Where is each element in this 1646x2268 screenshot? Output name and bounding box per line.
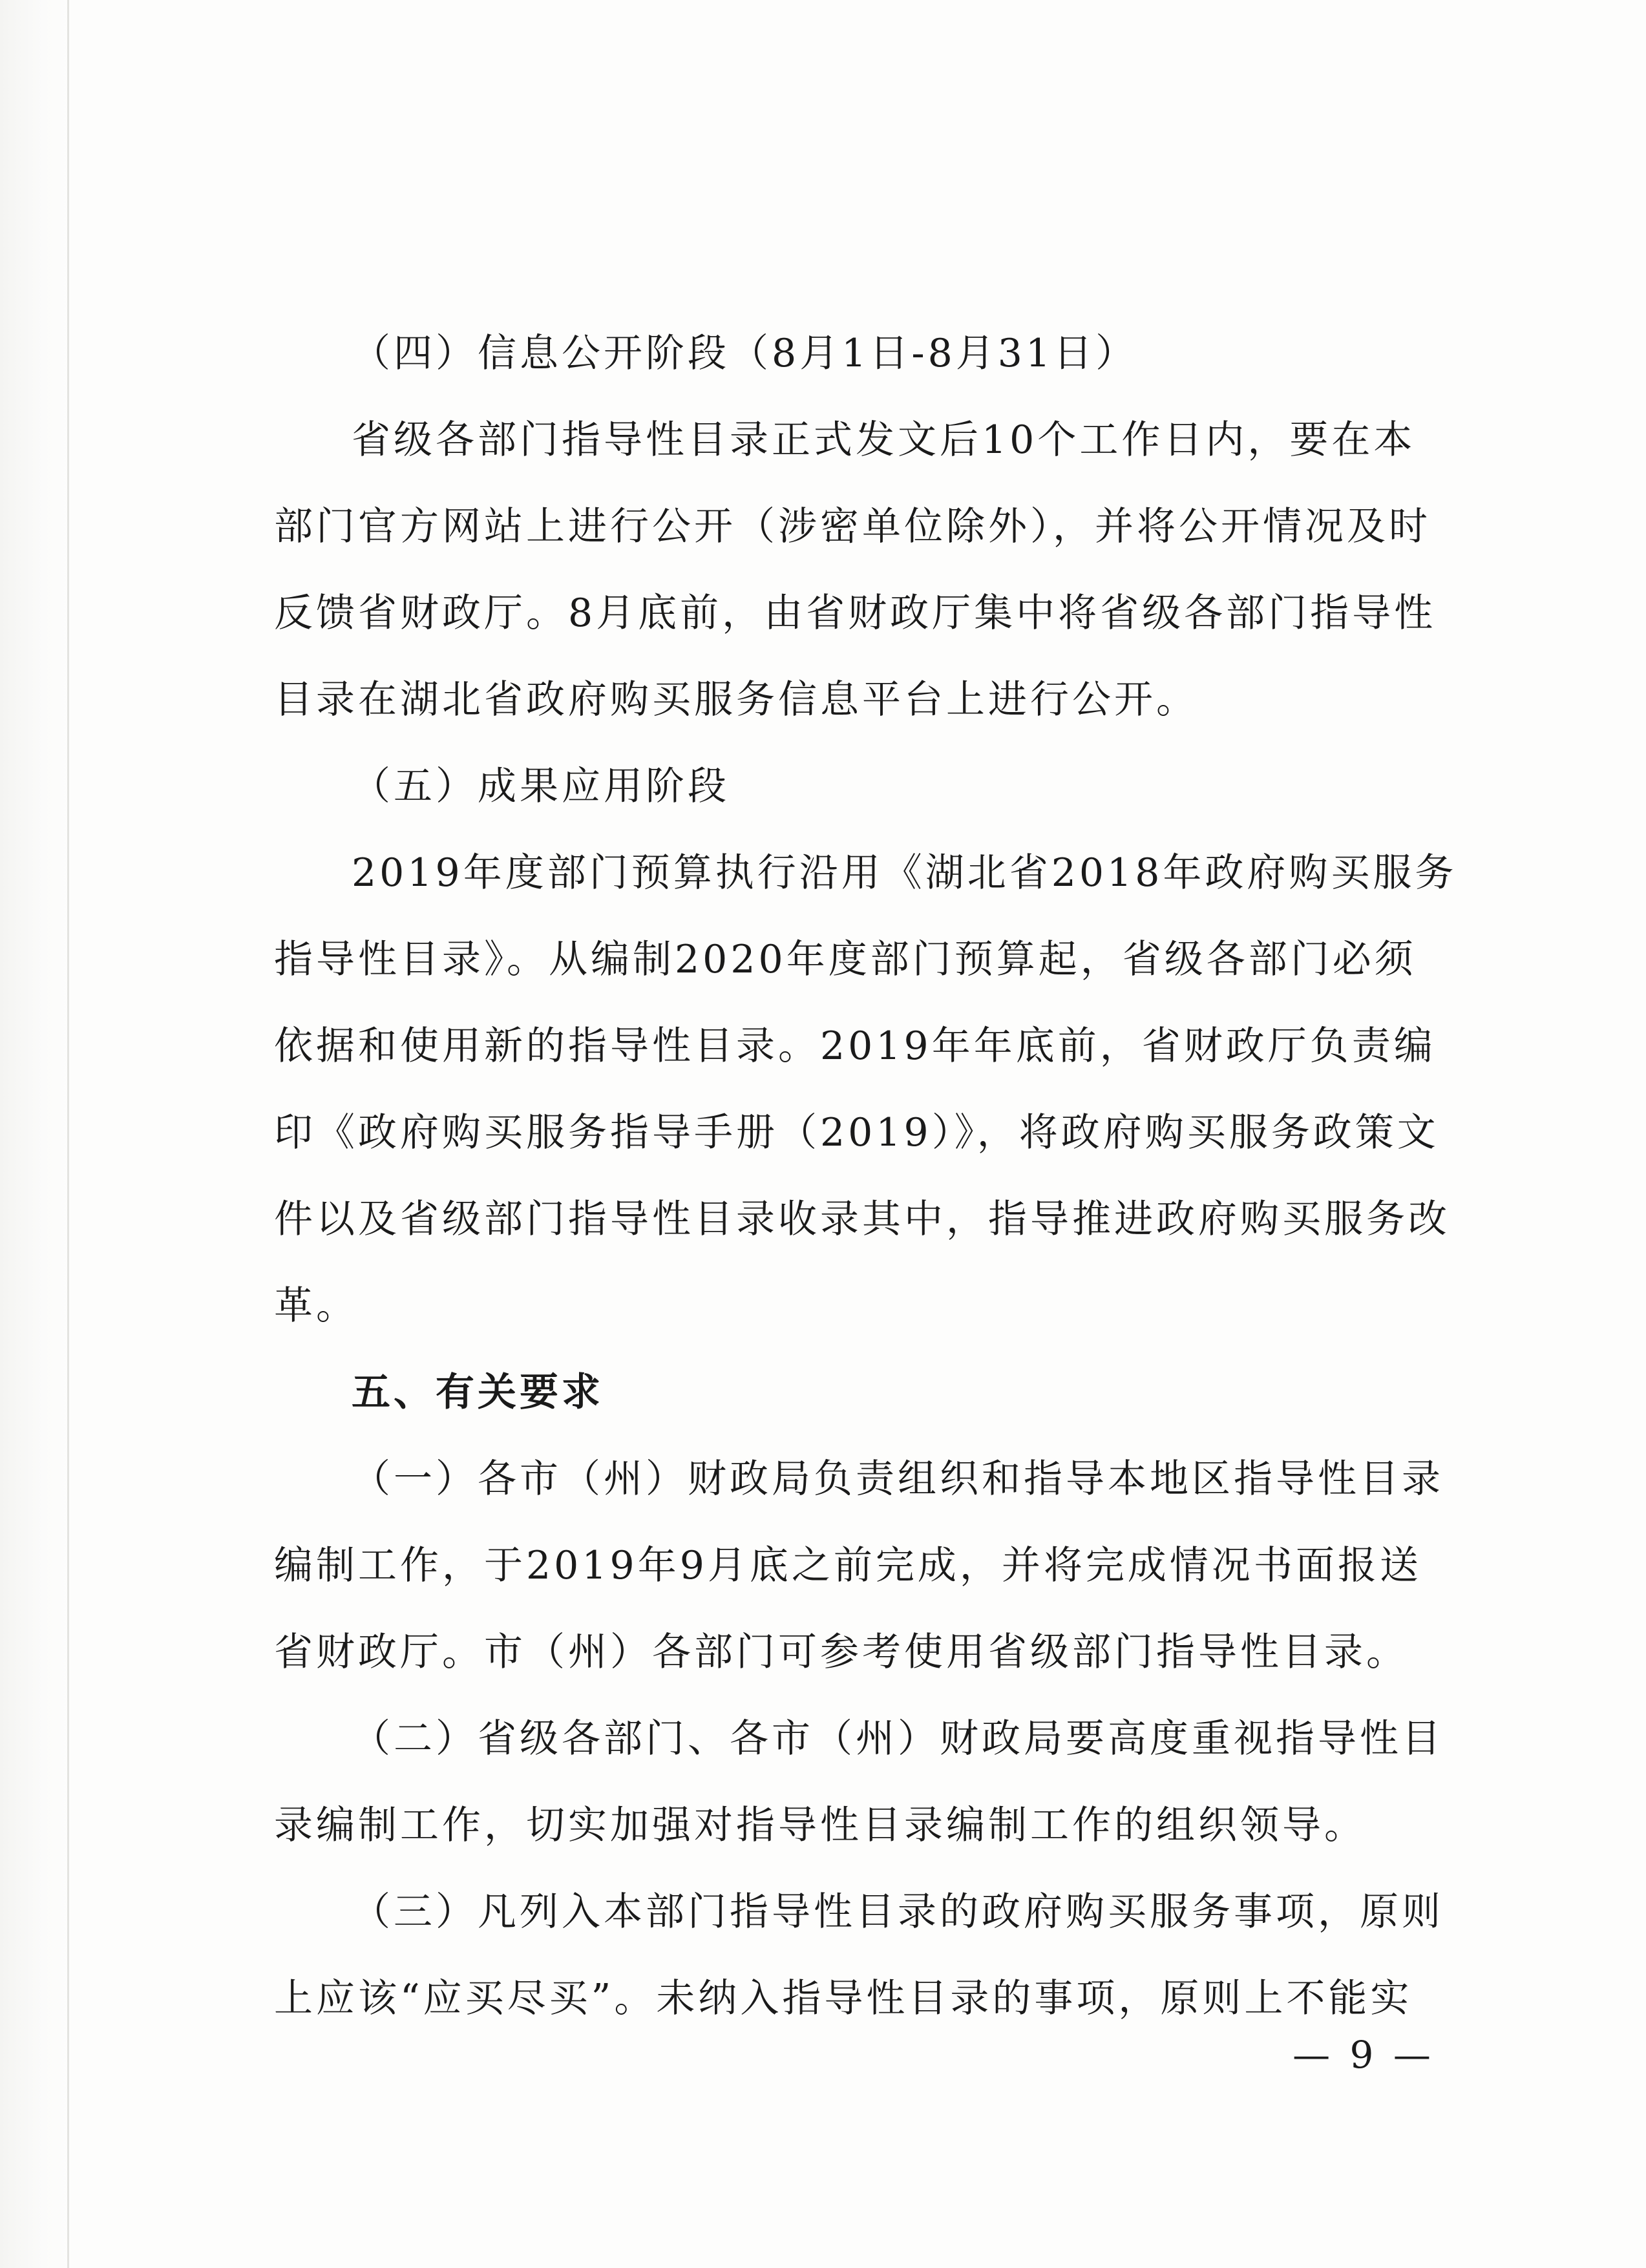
paragraph-line: 省财政厅。市（州）各部门可参考使用省级部门指导性目录。	[274, 1630, 1408, 1675]
scan-edge-line	[67, 0, 69, 2268]
paragraph-line: 指导性目录》。从编制2020年度部门预算起，省级各部门必须	[274, 937, 1417, 982]
chapter-heading-requirements: 五、有关要求	[352, 1370, 604, 1415]
paragraph-line: 录编制工作，切实加强对指导性目录编制工作的组织领导。	[274, 1803, 1366, 1848]
paragraph-line: 省级各部门指导性目录正式发文后10个工作日内，要在本	[352, 417, 1416, 463]
page-number: — 9 —	[1293, 2033, 1435, 2077]
section-heading-info-disclosure: （四）信息公开阶段（8月1日-8月31日）	[352, 331, 1138, 376]
paragraph-line: （一）各市（州）财政局负责组织和指导本地区指导性目录	[352, 1456, 1444, 1502]
paragraph-line: 反馈省财政厅。8月底前，由省财政厅集中将省级各部门指导性	[274, 591, 1437, 636]
paragraph-line: 印《政府购买服务指导手册（2019）》，将政府购买服务政策文	[274, 1110, 1439, 1155]
paragraph-line: 部门官方网站上进行公开（涉密单位除外），并将公开情况及时	[274, 504, 1431, 549]
paragraph-line: 2019年度部门预算执行沿用《湖北省2018年政府购买服务	[352, 850, 1457, 896]
paragraph-line: 编制工作，于2019年9月底之前完成，并将完成情况书面报送	[274, 1543, 1422, 1588]
paragraph-line: 件以及省级部门指导性目录收录其中，指导推进政府购买服务改	[274, 1197, 1450, 1242]
paragraph-line: 依据和使用新的指导性目录。2019年年底前，省财政厅负责编	[274, 1024, 1436, 1069]
scan-edge-shadow	[0, 0, 71, 2268]
paragraph-line: （二）省级各部门、各市（州）财政局要高度重视指导性目	[352, 1716, 1444, 1761]
document-body	[274, 310, 1457, 2042]
section-heading-results-application: （五）成果应用阶段	[352, 764, 730, 809]
paragraph-line: 上应该“应买尽买”。未纳入指导性目录的事项，原则上不能实	[274, 1976, 1413, 2021]
paragraph-line: （三）凡列入本部门指导性目录的政府购买服务事项，原则	[352, 1889, 1444, 1935]
paragraph-line: 目录在湖北省政府购买服务信息平台上进行公开。	[274, 677, 1198, 722]
paragraph-line: 革。	[274, 1283, 358, 1328]
